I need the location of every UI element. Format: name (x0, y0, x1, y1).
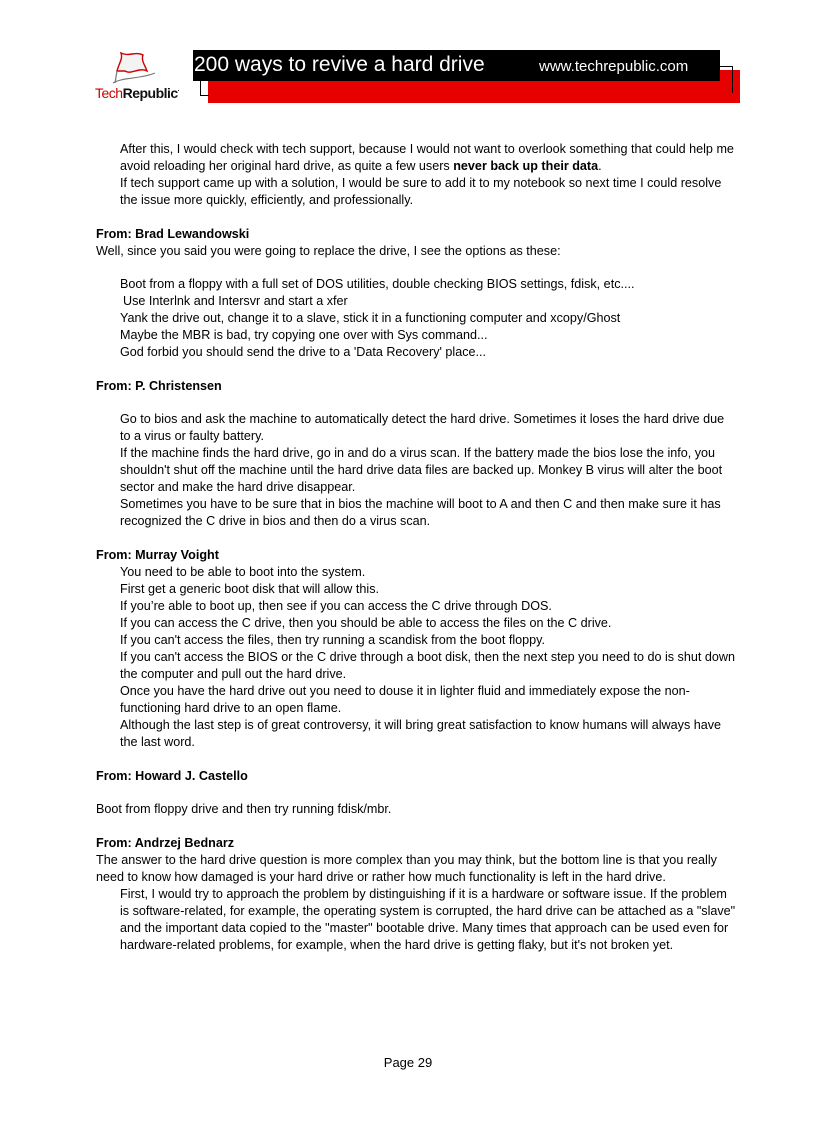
header-bracket-left (200, 81, 209, 96)
brad-lead: Well, since you said you were going to replace the drive, I see the options as these: (96, 244, 561, 258)
page-content (96, 141, 736, 954)
voight-item: If you can't access the BIOS or the C drive through a boot disk, then the next step you need to do is shut down the computer and pull out the hard drive. (120, 650, 735, 681)
voight-item: If you’re able to boot up, then see if you can access the C drive through DOS. (120, 599, 552, 613)
author-voight: From: Murray Voight (96, 548, 219, 562)
techrepublic-logo (93, 49, 185, 105)
header-bracket-right (720, 66, 733, 93)
page-number: Page 29 (383, 1055, 433, 1070)
intro-paragraph: If tech support came up with a solution, I would be sure to add it to my notebook so next time I could resolve the issue more quickly, efficiently, and professionally. (120, 176, 722, 207)
voight-item: You need to be able to boot into the system. (120, 565, 366, 579)
flag-icon (111, 49, 163, 87)
voight-item: If you can't access the files, then try running a scandisk from the boot floppy. (120, 633, 545, 647)
voight-item: Although the last step is of great controversy, it will bring great satisfaction to know humans will always have the last word. (120, 718, 722, 749)
bednarz-lead: The answer to the hard drive question is more complex than you may think, but the bottom line is that you really need to know how damaged is your hard drive or rather how much functionality is left in the hard drive. (96, 853, 717, 884)
voight-item: First get a generic boot disk that will allow this. (120, 582, 379, 596)
brad-item: Use Interlnk and Intersvr and start a xfer (123, 294, 348, 308)
document-title: 200 ways to revive a hard drive (194, 53, 485, 76)
author-bednarz: From: Andrzej Bednarz (96, 836, 235, 850)
author-brad: From: Brad Lewandowski (96, 227, 250, 241)
author-castello: From: Howard J. Castello (96, 769, 248, 783)
voight-item: Once you have the hard drive out you need to douse it in lighter fluid and immediately expose the non-functioning hard drive to an open flame. (120, 684, 690, 715)
brad-item: Maybe the MBR is bad, try copying one over with Sys command... (120, 328, 488, 342)
logo-wordmark: TechRepublic· (95, 85, 180, 101)
intro-paragraph: After this, I would check with tech support, because I would not want to overlook something that could help me avoid reloading her original hard drive, as quite a few users never back up their data. (120, 142, 734, 173)
brad-item: Yank the drive out, change it to a slave, stick it in a functioning computer and xcopy/Ghost (120, 311, 621, 325)
voight-item: If you can access the C drive, then you should be able to access the files on the C drive. (120, 616, 612, 630)
emphasis-text: never back up their data (453, 159, 599, 173)
author-christensen: From: P. Christensen (96, 379, 222, 393)
christensen-item: If the machine finds the hard drive, go in and do a virus scan. If the battery made the bios lose the info, you shouldn't shut off the machine until the hard drive data files are backed up. Monkey B virus will alter the boot sector and make the hard drive disappear. (120, 446, 723, 494)
christensen-item: Sometimes you have to be sure that in bios the machine will boot to A and then C and then make sure it has recognized the C drive in bios and then do a virus scan. (120, 497, 721, 528)
brad-item: Boot from a floppy with a full set of DOS utilities, double checking BIOS settings, fdisk, etc.... (120, 277, 635, 291)
christensen-item: Go to bios and ask the machine to automatically detect the hard drive. Sometimes it loses the hard drive due to a virus or faulty battery. (120, 412, 725, 443)
bednarz-item: First, I would try to approach the problem by distinguishing if it is a hardware or software issue. If the problem is software-related, for example, the operating system is corrupted, the hard drive can be attached as a "slave" and the important data copied to the "master" bootable drive. Many times that approach can be used even for hardware-related problems, for example, when the hard drive is getting flaky, but it's not broken yet. (120, 887, 736, 952)
castello-text: Boot from floppy drive and then try running fdisk/mbr. (96, 802, 392, 816)
site-url: www.techrepublic.com (539, 58, 689, 75)
brad-item: God forbid you should send the drive to a 'Data Recovery' place... (120, 345, 487, 359)
